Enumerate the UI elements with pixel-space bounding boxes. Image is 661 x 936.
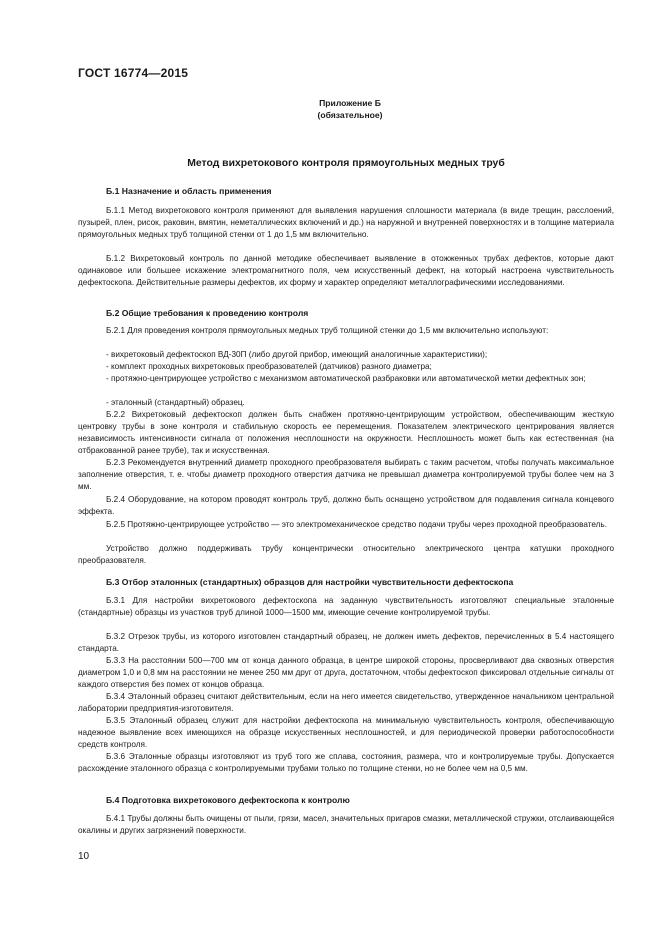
list-item: - вихретоковый дефектоскоп ВД-30П (либо другой прибор, имеющий аналогичные характеристики);	[106, 350, 488, 359]
page-number: 10	[78, 851, 90, 862]
standard-header: ГОСТ 16774—2015	[78, 66, 189, 80]
section-heading: Б.2 Общие требования к проведению контроля	[106, 308, 309, 318]
paragraph: Б.2.1 Для проведения контроля прямоугольных медных труб толщиной стенки до 1,5 мм включительно используют:	[106, 326, 549, 335]
paragraph: Б.1.2 Вихретоковый контроль по данной методике обеспечивает выявление в отожженных трубах дефектов, которые дают одинаковое или большее искажение электромагнитного поля, чем искусственный дефект, на который настроена чувствительность дефектоскопа. Действительные размеры дефектов, их форму и характер определяют металлографическими исследованиями.	[78, 254, 614, 287]
paragraph: Б.2.2 Вихретоковый дефектоскоп должен быть снабжен протяжно-центрирующим устройством, обеспечивающим жесткую центровку трубы в зоне контроля и стабильную скорость ее перемещения. Показателем электрического центрирования является независимость интенсивности сигнала от положения несплошности на окружности. Несплошность может быть как естественная (на отбракованной ранее трубе), так и искусственная.	[78, 410, 614, 455]
paragraph: Б.3.3 На расстоянии 500—700 мм от конца данного образца, в центре широкой стороны, просверливают два сквозных отверстия диаметром 1,0 и 0,8 мм на расстоянии не менее 250 мм друг от друга, достаточном, чтобы дефектоскоп фиксировал отдельные сигналы от каждого отверстия без помех от концов образца.	[78, 656, 614, 689]
section-heading: Б.4 Подготовка вихретокового дефектоскопа к контролю	[106, 795, 350, 805]
section-heading: Б.3 Отбор эталонных (стандартных) образцов для настройки чувствительности дефектоскопа	[106, 577, 514, 587]
section-heading: Б.1 Назначение и область применения	[106, 186, 272, 196]
paragraph: Б.3.4 Эталонный образец считают действительным, если на него имеется свидетельство, утвержденное начальником центральной лаборатории предприятия-изготовителя.	[78, 692, 614, 713]
paragraph: Б.2.5 Протяжно-центрирующее устройство — это электромеханическое средство подачи трубы через проходной преобразователь.	[106, 520, 607, 529]
paragraph: Устройство должно поддерживать трубу концентрически относительно электрического центра катушки проходного преобразователя.	[78, 544, 614, 565]
list-item: - комплект проходных вихретоковых преобразователей (датчиков) разного диаметра;	[106, 362, 432, 371]
paragraph: Б.3.2 Отрезок трубы, из которого изготовлен стандартный образец, не должен иметь дефектов, перечисленных в 5.4 настоящего стандарта.	[78, 632, 614, 653]
appendix-title: Приложение Б	[319, 98, 381, 108]
paragraph: Б.3.5 Эталонный образец служит для настройки дефектоскопа на минимальную чувствительность контроля, обеспечивающую надежное выявление всех имеющихся на образце искусственных несплошностей, и для периодической проверки работоспособности средств контроля.	[78, 716, 614, 749]
paragraph: Б.3.6 Эталонные образцы изготовляют из труб того же сплава, состояния, размера, что и контролируемые трубы. Допускается расхождение эталонного образца с контролируемыми трубами только по толщине стенки, но не более чем на 0,5 мм.	[78, 752, 614, 773]
paragraph: Б.4.1 Трубы должны быть очищены от пыли, грязи, масел, значительных пригаров смазки, металлической стружки, отслаивающейся окалины и других загрязнений поверхности.	[78, 814, 614, 835]
paragraph: Б.2.4 Оборудование, на котором проводят контроль труб, должно быть оснащено устройством для подавления сигнала концевого эффекта.	[78, 495, 614, 516]
list-item: - протяжно-центрирующее устройство с механизмом автоматической разбраковки или автоматической метки дефектных зон;	[106, 374, 586, 383]
document-title: Метод вихретокового контроля прямоугольных медных труб	[187, 158, 505, 169]
list-item: - эталонный (стандартный) образец.	[106, 398, 245, 407]
appendix-status: (обязательное)	[317, 110, 383, 120]
paragraph: Б.2.3 Рекомендуется внутренний диаметр проходного преобразователя выбирать с таким расчетом, чтобы получать максимальное заполнение отверстия, т. е. чтобы диаметр проходного отверстия датчика не превышал диаметра контролируемой трубы более чем на 3 мм.	[78, 458, 614, 491]
paragraph: Б.1.1 Метод вихретокового контроля применяют для выявления нарушения сплошности материала (в виде трещин, расслоений, пузырей, плен, рисок, раковин, вмятин, неметаллических включений и др.) на наружной и внутренней поверхностях и в толщине материала прямоугольных медных труб толщиной стенки от 1 до 1,5 мм включительно.	[78, 206, 614, 239]
paragraph: Б.3.1 Для настройки вихретокового дефектоскопа на заданную чувствительность изготовляют специальные эталонные (стандартные) образцы из участков труб длиной 1000—1500 мм, имеющие сечение контролируемой трубы.	[78, 596, 614, 617]
